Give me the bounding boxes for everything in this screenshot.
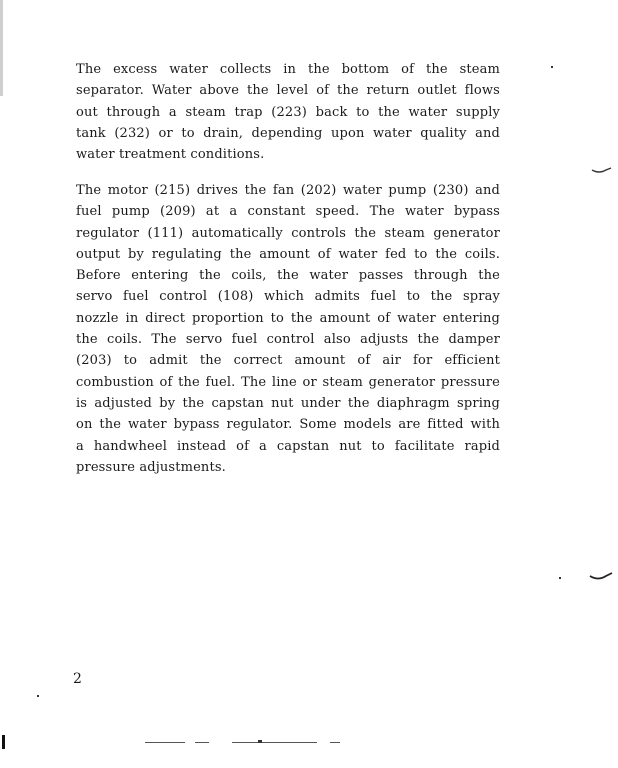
scan-left-edge-shadow bbox=[0, 0, 3, 96]
paragraph-line: combustion of the fuel. The line or steam generator pressure bbox=[76, 374, 500, 390]
scan-bottom-rule bbox=[330, 742, 340, 743]
scan-bottom-rule bbox=[232, 742, 317, 743]
paragraph-line: The excess water collects in the bottom of the steam bbox=[76, 62, 500, 77]
scan-speck bbox=[258, 740, 262, 743]
paragraph-line: output by regulating the amount of water fed to the coils. bbox=[76, 246, 500, 262]
scan-speck bbox=[559, 577, 561, 579]
scan-bottom-rule bbox=[195, 742, 209, 743]
paragraph-line: is adjusted by the capstan nut under the diaphragm spring bbox=[76, 395, 500, 411]
paragraph-line: out through a steam trap (223) back to the water supply bbox=[76, 104, 500, 120]
paragraph-line: (203) to admit the correct amount of air for efficient bbox=[76, 353, 500, 369]
paragraph-line: The motor (215) drives the fan (202) water pump (230) and bbox=[76, 183, 500, 198]
paragraph-line: regulator (111) automatically controls the steam generator bbox=[76, 225, 500, 241]
scan-mark-icon bbox=[588, 566, 614, 586]
paragraph-line: servo fuel control (108) which admits fuel to the spray bbox=[76, 289, 500, 305]
scan-speck bbox=[551, 66, 553, 68]
paragraph-line: on the water bypass regulator. Some models are fitted with bbox=[76, 417, 500, 433]
paragraph-line: separator. Water above the level of the return outlet flows bbox=[76, 83, 500, 99]
paragraph-line: the coils. The servo fuel control also adjusts the damper bbox=[76, 332, 500, 348]
scan-mark-icon bbox=[590, 160, 614, 180]
paragraph-steam-separator bbox=[76, 59, 500, 165]
scan-speck bbox=[37, 695, 39, 697]
paragraph-line: a handwheel instead of a capstan nut to facilitate rapid bbox=[76, 438, 500, 454]
paragraph-line: pressure adjustments. bbox=[76, 459, 226, 475]
paragraph-line: water treatment conditions. bbox=[76, 147, 265, 163]
scan-bottom-rule bbox=[145, 742, 185, 743]
page-number: 2 bbox=[73, 671, 82, 687]
paragraph-line: fuel pump (209) at a constant speed. The water bypass bbox=[76, 204, 500, 220]
paragraph-line: Before entering the coils, the water passes through the bbox=[76, 268, 500, 284]
scan-speck bbox=[2, 735, 5, 749]
paragraph-motor-and-controls bbox=[76, 180, 500, 478]
paragraph-line: tank (232) or to drain, depending upon water quality and bbox=[76, 125, 500, 141]
paragraph-line: nozzle in direct proportion to the amount of water entering bbox=[76, 310, 500, 326]
